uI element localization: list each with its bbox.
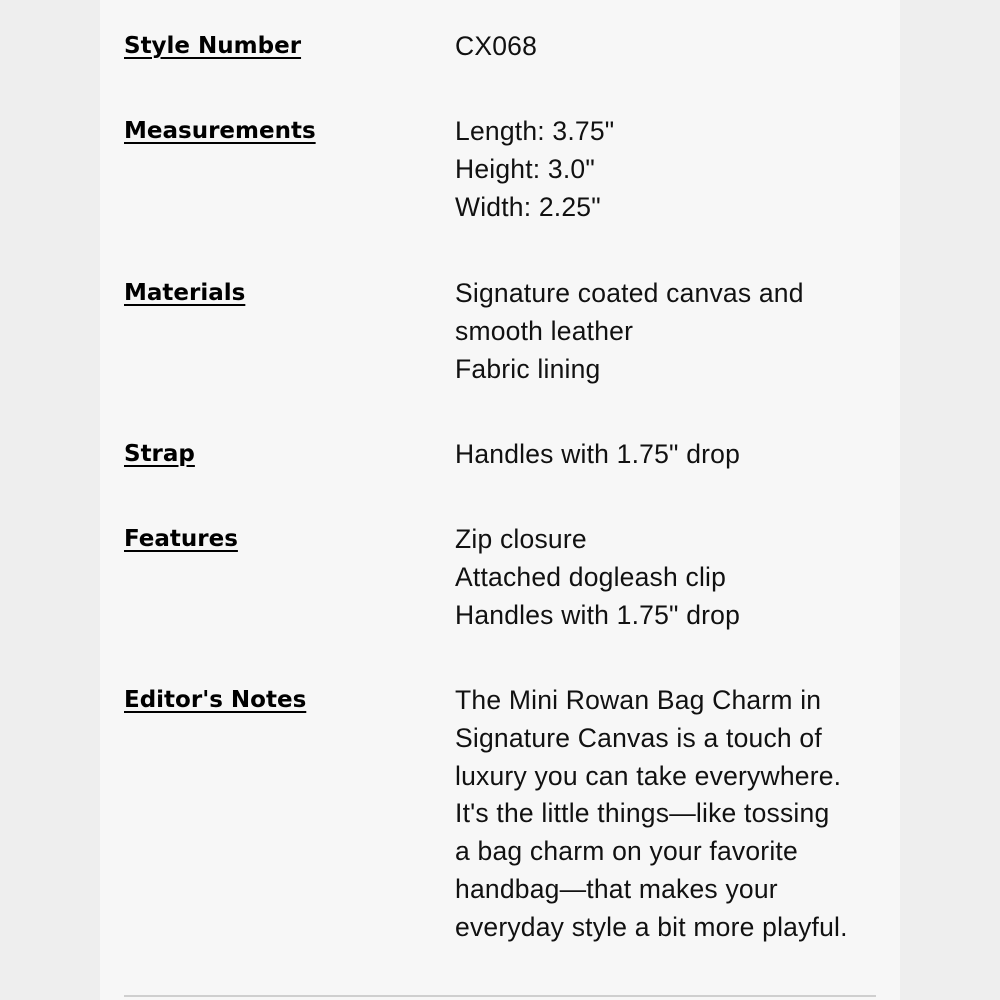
value-line: handbag—that makes your (455, 873, 778, 904)
strap-value (455, 436, 895, 474)
value-line: Handles with 1.75" drop (455, 599, 741, 630)
value-line: Zip closure (455, 524, 587, 554)
value-line: Height: 3.0" (455, 153, 595, 184)
value-line: Width: 2.25" (455, 191, 601, 222)
measurements-label: Measurements (124, 118, 316, 144)
strap-label: Strap (124, 441, 195, 467)
value-line: a bag charm on your favorite (455, 836, 798, 867)
divider (124, 995, 876, 997)
style-number-value (455, 28, 895, 66)
value-line: It's the little things—like tossing (455, 798, 830, 829)
style-number-label: Style Number (124, 33, 302, 59)
value-line: Signature coated canvas and (455, 278, 804, 308)
value-line: Attached dogleash clip (455, 561, 727, 592)
product-details-panel (100, 0, 900, 1000)
value-line: everyday style a bit more playful. (455, 911, 848, 942)
value-line: smooth leather (455, 315, 634, 346)
value-line: CX068 (455, 31, 538, 61)
features-values (455, 521, 895, 634)
value-line: Handles with 1.75" drop (455, 439, 741, 469)
measurements-values (455, 113, 895, 226)
value-line: Fabric lining (455, 353, 601, 384)
materials-label: Materials (124, 280, 246, 306)
value-line: Length: 3.75" (455, 116, 615, 146)
value-line: The Mini Rowan Bag Charm in (455, 685, 822, 715)
value-line: Signature Canvas is a touch of (455, 722, 822, 753)
features-label: Features (124, 526, 238, 552)
materials-values (455, 275, 895, 388)
value-line: luxury you can take everywhere. (455, 760, 842, 791)
editors-notes-text (455, 682, 895, 947)
editors-notes-label: Editor's Notes (124, 687, 307, 713)
